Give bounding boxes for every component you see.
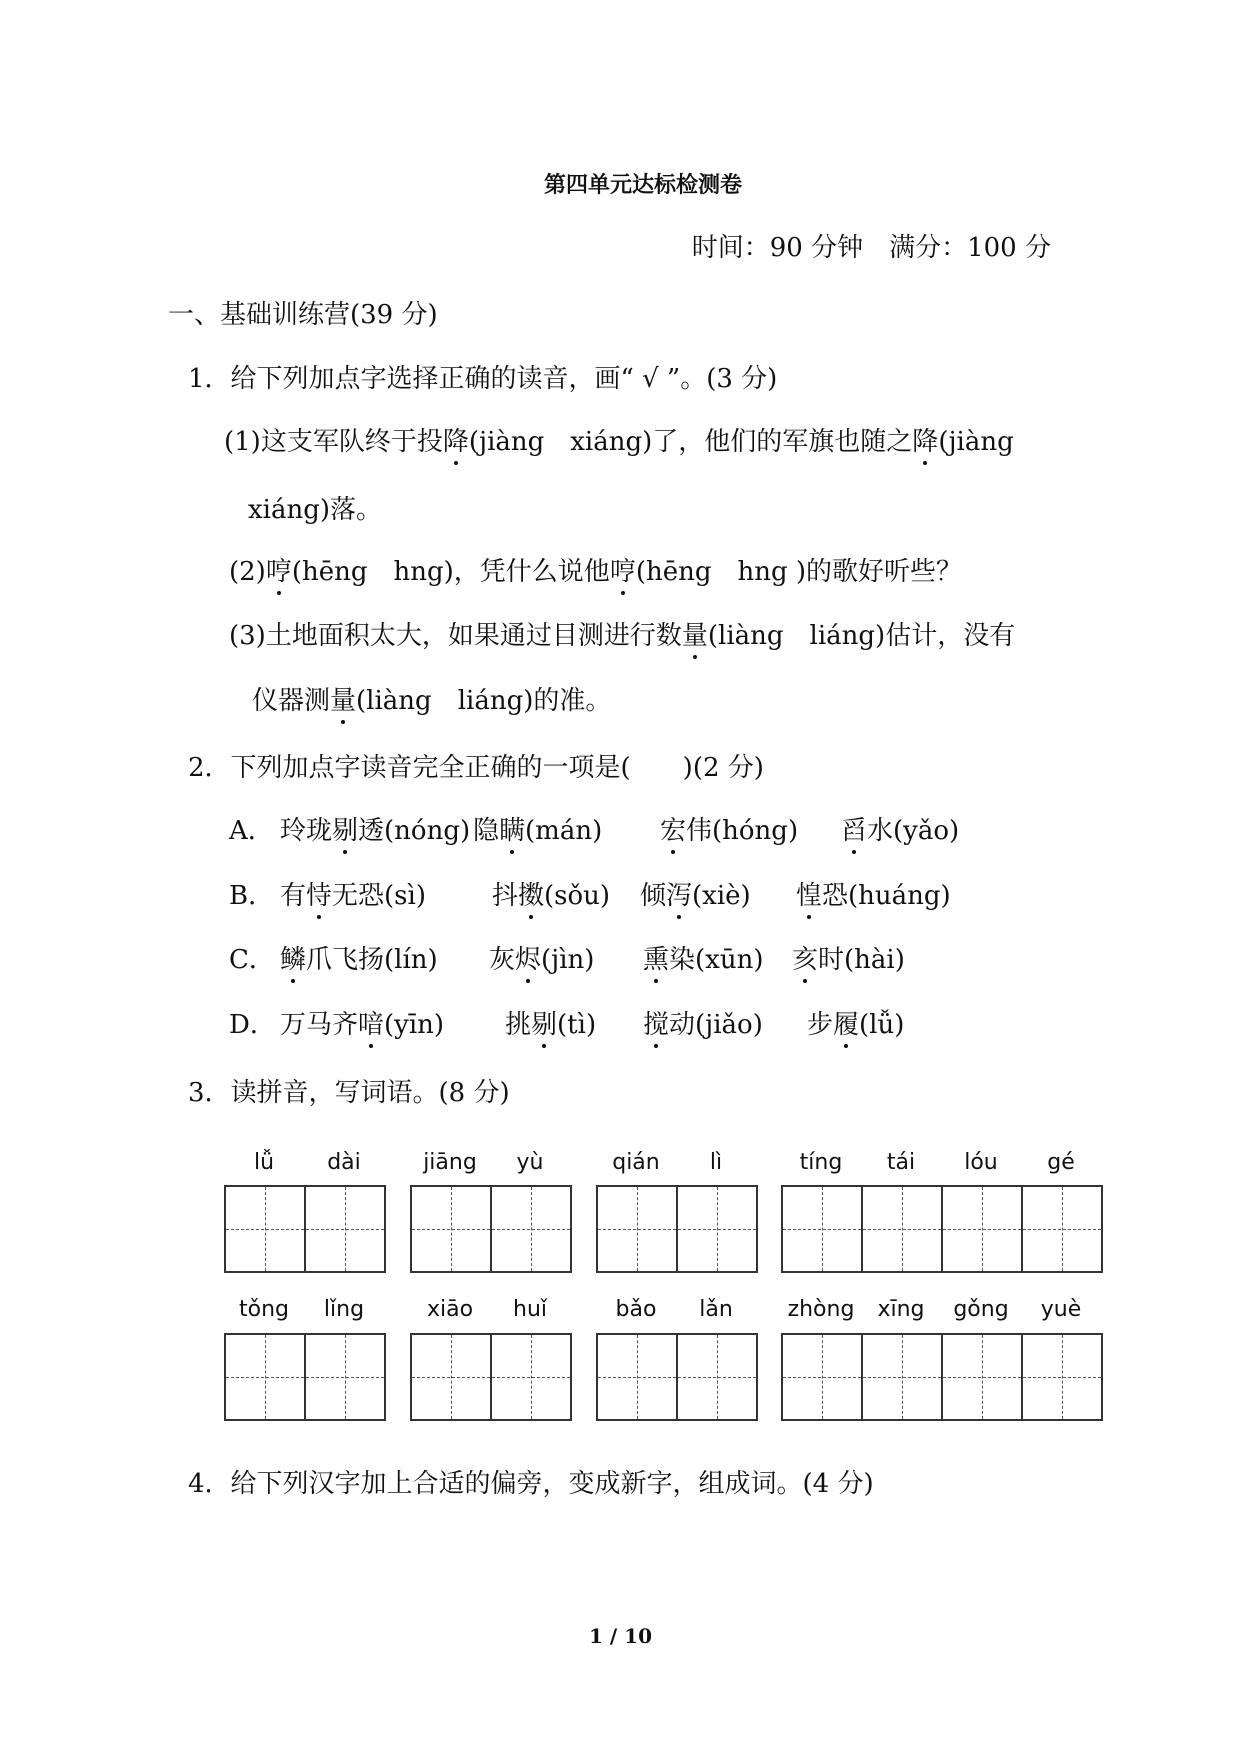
dotted-char: 泻	[666, 881, 693, 911]
writing-boxes	[596, 1185, 758, 1273]
pinyin: qián	[612, 1150, 660, 1175]
writing-boxes	[596, 1333, 758, 1421]
pinyin-row	[781, 1297, 1101, 1322]
pinyin-row	[410, 1150, 570, 1175]
text-segment: (liàng liáng)估计，没有	[707, 621, 1016, 651]
sub-question-line	[229, 620, 1015, 652]
dotted-char: 搅	[643, 1010, 670, 1040]
writing-boxes	[410, 1185, 572, 1273]
option-word	[796, 880, 951, 912]
option-word	[280, 880, 426, 912]
text-segment: (1)这支军队终于投	[224, 427, 443, 457]
writing-cell[interactable]	[1023, 1335, 1101, 1419]
text-segment: 时(hài)	[818, 945, 905, 975]
dotted-char: 剔	[332, 816, 359, 846]
option-word	[792, 944, 905, 976]
writing-boxes	[781, 1333, 1103, 1421]
text-segment: (yīn)	[384, 1010, 445, 1040]
text-segment: (jìn)	[541, 945, 595, 975]
pinyin: lǚ	[253, 1150, 275, 1175]
pinyin: yuè	[1040, 1297, 1082, 1322]
question-2-heading: 2．下列加点字读音完全正确的一项是( )(2 分)	[188, 753, 764, 783]
pinyin-row	[224, 1297, 384, 1322]
text-segment: 动(jiǎo)	[669, 1010, 763, 1040]
writing-cell[interactable]	[412, 1335, 492, 1419]
text-segment: 抖	[492, 881, 519, 911]
section-heading: 一、基础训练营(39 分)	[168, 300, 438, 330]
dotted-char: 熏	[643, 945, 670, 975]
text-segment: (sǒu)	[544, 881, 611, 911]
writing-cell[interactable]	[783, 1187, 863, 1271]
dotted-char: 瞒	[499, 816, 526, 846]
writing-boxes	[224, 1185, 386, 1273]
writing-cell[interactable]	[598, 1335, 678, 1419]
writing-cell[interactable]	[412, 1187, 492, 1271]
writing-cell[interactable]	[783, 1335, 863, 1419]
dotted-char: 量	[330, 686, 357, 716]
pinyin-row	[410, 1297, 570, 1322]
sub-question-line	[248, 494, 382, 526]
writing-cell[interactable]	[678, 1187, 756, 1271]
text-segment: 仪器测	[252, 686, 331, 716]
text-segment: (tì)	[557, 1010, 597, 1040]
pinyin-row	[224, 1150, 384, 1175]
text-segment: (hēng hng)，凭什么说他	[291, 557, 610, 587]
pinyin-row	[596, 1297, 756, 1322]
text-segment: (hēng hng )的歌好听些？	[635, 557, 963, 587]
pinyin: xiāo	[426, 1297, 474, 1322]
sub-question-line	[252, 685, 611, 717]
option-word	[505, 1009, 596, 1041]
exam-meta: 时间：90 分钟 满分：100 分	[691, 233, 1051, 263]
option-label: C．	[229, 945, 275, 975]
pinyin: bǎo	[615, 1297, 657, 1322]
pinyin-row	[596, 1150, 756, 1175]
pinyin: lóu	[964, 1150, 998, 1175]
writing-cell[interactable]	[678, 1335, 756, 1419]
text-segment: (mán)	[525, 816, 603, 846]
option-word	[492, 880, 610, 912]
text-segment: 无恐(sì)	[332, 881, 426, 911]
text-segment: (xiè)	[692, 881, 751, 911]
page-number: 1 / 10	[589, 1624, 652, 1648]
text-segment: 挑	[505, 1010, 532, 1040]
dotted-char: 烬	[515, 945, 542, 975]
text-segment: 步	[807, 1010, 834, 1040]
page-title: 第四单元达标检测卷	[543, 173, 742, 198]
pinyin: tíng	[799, 1150, 843, 1175]
dotted-char: 降	[442, 427, 469, 457]
dotted-char: 擞	[518, 881, 545, 911]
dotted-char: 哼	[265, 557, 292, 587]
writing-cell[interactable]	[492, 1335, 570, 1419]
sub-question-line	[224, 426, 1014, 458]
question-1-heading: 1．给下列加点字选择正确的读音，画“ √ ”。(3 分)	[188, 364, 778, 394]
text-segment: 水(yǎo)	[867, 816, 960, 846]
dotted-char: 喑	[358, 1010, 385, 1040]
text-segment: (jiàng	[938, 427, 1014, 457]
option-label: D．	[229, 1010, 276, 1040]
option-word	[660, 815, 798, 847]
dotted-char: 哼	[609, 557, 636, 587]
question-3-heading: 3．读拼音，写词语。(8 分)	[188, 1078, 510, 1108]
dotted-char: 降	[912, 427, 939, 457]
writing-boxes	[410, 1333, 572, 1421]
writing-cell[interactable]	[1023, 1187, 1101, 1271]
dotted-char: 亥	[792, 945, 819, 975]
text-segment: 灰	[489, 945, 516, 975]
text-segment: 爪飞扬(lín)	[306, 945, 438, 975]
dotted-char: 舀	[841, 816, 868, 846]
dotted-char: 履	[833, 1010, 860, 1040]
dotted-char: 恃	[306, 881, 333, 911]
text-segment: (2)	[229, 557, 266, 587]
sub-question-line	[229, 556, 962, 588]
dotted-char: 惶	[796, 881, 823, 911]
option-word	[280, 815, 470, 847]
pinyin: lǎn	[699, 1297, 733, 1322]
writing-cell[interactable]	[598, 1187, 678, 1271]
text-segment: (jiàng xiáng)了，他们的军旗也随之	[468, 427, 913, 457]
pinyin: lì	[709, 1150, 723, 1175]
option-word	[489, 944, 594, 976]
text-segment: 染(xūn)	[669, 945, 764, 975]
option-word	[841, 815, 959, 847]
option-word	[640, 880, 751, 912]
option-label: A．	[229, 816, 274, 846]
text-segment: (3)土地面积太大，如果通过目测进行数	[229, 621, 682, 651]
text-segment: 透(nóng)	[358, 816, 471, 846]
writing-cell[interactable]	[306, 1187, 384, 1271]
writing-boxes	[224, 1333, 386, 1421]
text-segment: 有	[280, 881, 307, 911]
dotted-char: 量	[681, 621, 708, 651]
text-segment: (lǚ)	[859, 1010, 905, 1040]
text-segment: (liàng liáng)的准。	[356, 686, 612, 716]
writing-cell[interactable]	[863, 1187, 943, 1271]
pinyin: yù	[516, 1150, 544, 1175]
text-segment: 隐	[473, 816, 500, 846]
option-word	[807, 1009, 904, 1041]
pinyin: dài	[327, 1150, 361, 1175]
writing-cell[interactable]	[943, 1335, 1023, 1419]
pinyin: gé	[1047, 1150, 1075, 1175]
pinyin-row	[781, 1150, 1101, 1175]
text-segment: 玲珑	[280, 816, 333, 846]
text-segment: xiáng)落。	[248, 495, 383, 525]
pinyin: lǐng	[323, 1297, 365, 1322]
pinyin: jiāng	[423, 1150, 477, 1175]
text-segment: 伟(hóng)	[686, 816, 799, 846]
option-word	[280, 944, 438, 976]
option-label: B．	[229, 881, 275, 911]
pinyin: tái	[886, 1150, 916, 1175]
writing-cell[interactable]	[226, 1335, 306, 1419]
writing-cell[interactable]	[943, 1187, 1023, 1271]
writing-cell[interactable]	[492, 1187, 570, 1271]
text-segment: 倾	[640, 881, 667, 911]
dotted-char: 宏	[660, 816, 687, 846]
pinyin: zhòng	[787, 1297, 855, 1322]
writing-cell[interactable]	[226, 1187, 306, 1271]
pinyin: xīng	[877, 1297, 925, 1322]
writing-cell[interactable]	[306, 1335, 384, 1419]
option-word	[643, 944, 763, 976]
pinyin: huǐ	[513, 1297, 547, 1322]
option-word	[643, 1009, 763, 1041]
text-segment: 万马齐	[280, 1010, 359, 1040]
option-word	[473, 815, 602, 847]
option-word	[280, 1009, 444, 1041]
text-segment: 恐(huáng)	[822, 881, 951, 911]
question-4-heading: 4．给下列汉字加上合适的偏旁，变成新字，组成词。(4 分)	[188, 1469, 874, 1499]
pinyin: gǒng	[953, 1297, 1009, 1322]
dotted-char: 鳞	[280, 945, 307, 975]
writing-boxes	[781, 1185, 1103, 1273]
writing-cell[interactable]	[863, 1335, 943, 1419]
dotted-char: 剔	[531, 1010, 558, 1040]
pinyin: tǒng	[239, 1297, 289, 1322]
